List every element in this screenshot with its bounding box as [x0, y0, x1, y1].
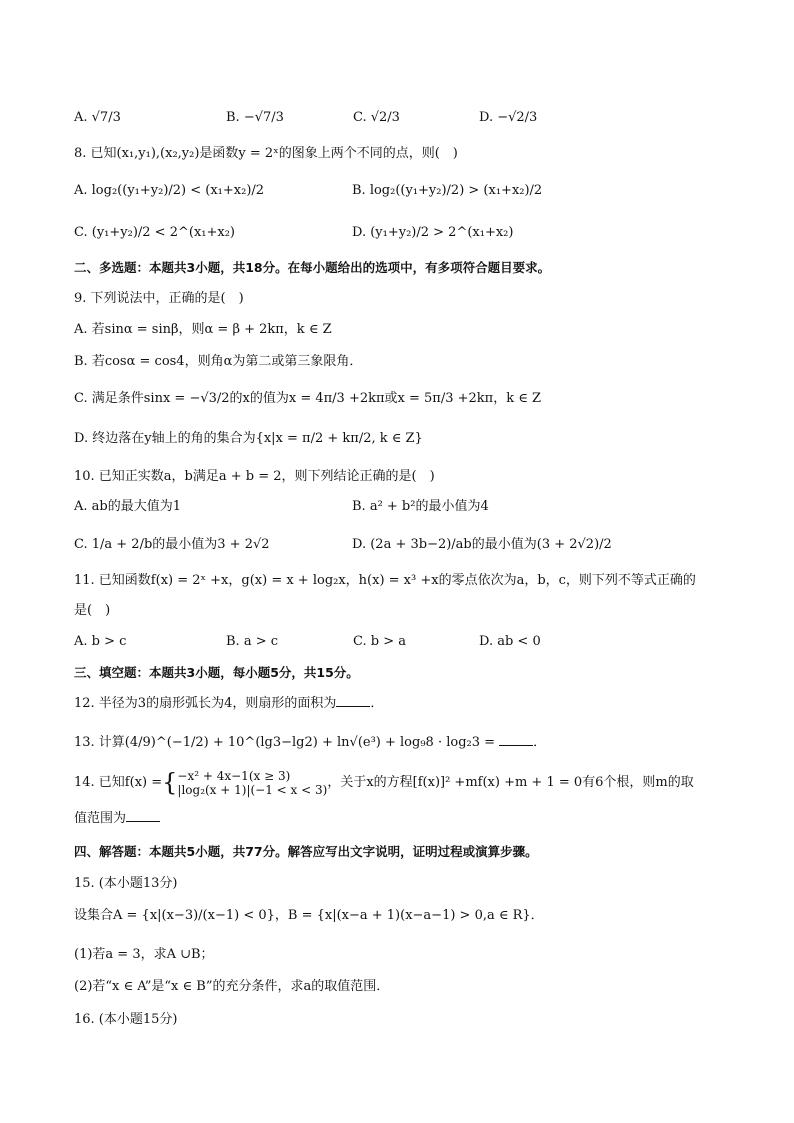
section-heading-solutions: 四、解答题：本题共5小题，共77分。解答应写出文字说明，证明过程或演算步骤。 [74, 844, 538, 859]
q9-stem: 9. 下列说法中，正确的是( ) [74, 291, 244, 306]
q9-option-d: D. 终边落在y轴上的角的集合为{x|x = π/2 + kπ/2, k ∈ Z} [74, 431, 423, 446]
q15-set-definition: 设集合A = {x|(x−3)/(x−1) < 0}，B = {x|(x−a + 1)(x−a−1) > 0,a ∈ R}． [74, 908, 544, 923]
q14-suffix: ，关于x的方程[f(x)]² +mf(x) +m + 1 = 0有6个根，则m的取 [327, 775, 694, 790]
q14-line2 [74, 809, 720, 829]
q15-part-1: (1)若a = 3，求A ∪B； [74, 947, 214, 962]
q16-title: 16. (本小题15分) [74, 1012, 178, 1027]
q9-option-b: B. 若cosα = cos4，则角α为第二或第三象限角． [74, 354, 363, 369]
q13-answer-blank[interactable] [499, 733, 533, 746]
q14-line2-text: 值范围为 [74, 811, 127, 826]
q8-option-c: C. (y₁+y₂)/2 < 2^(x₁+x₂) [74, 225, 235, 240]
q10-option-c: C. 1/a + 2/b的最小值为3 + 2√2 [74, 537, 270, 552]
q9-option-c: C. 满足条件sinx = −√3/2的x的值为x = 4π/3 +2kπ或x = 5π/3 +2kπ，k ∈ Z [74, 391, 542, 406]
q10-option-b: B. a² + b²的最小值为4 [352, 499, 489, 514]
q13: 13. 计算(4/9)^(−1/2) + 10^(lg3−lg2) + ln√(e³) + log₉8 · log₂3 = ． [74, 735, 547, 750]
q10-option-d: D. (2a + 3b−2)/ab的最小值为(3 + 2√2)/2 [352, 537, 612, 552]
q10-stem: 10. 已知正实数a，b满足a + b = 2，则下列结论正确的是( ) [74, 469, 435, 484]
section-heading-multiple-choice: 二、多选题：本题共3小题，共18分。在每小题给出的选项中，有多项符合题目要求。 [74, 260, 551, 275]
q11-stem-cont: 是( ) [74, 603, 111, 618]
q7-option-b: B. −√7/3 [226, 110, 284, 125]
q11-option-b: B. a > c [226, 634, 279, 649]
q11-option-d: D. ab < 0 [479, 634, 541, 649]
q12-answer-blank[interactable] [336, 694, 370, 707]
q12-text: 12. 半径为3的扇形弧长为4，则扇形的面积为 [74, 696, 337, 711]
q14-piece-2: |log₂(x + 1)|(−1 < x < 3) [177, 782, 328, 797]
q14-line1 [74, 768, 720, 798]
q7-option-c: C. √2/3 [353, 110, 400, 125]
q11-option-c: C. b > a [353, 634, 406, 649]
q14-prefix: 14. 已知f(x) = [74, 775, 163, 790]
q14-brace: { [162, 768, 178, 797]
q11-stem: 11. 已知函数f(x) = 2ˣ +x，g(x) = x + log₂x，h(x) = x³ +x的零点依次为a，b，c，则下列不等式正确的 [74, 573, 696, 588]
q7-option-a: A. √7/3 [74, 110, 121, 125]
q11-option-a: A. b > c [74, 634, 127, 649]
q8-option-b: B. log₂((y₁+y₂)/2) > (x₁+x₂)/2 [352, 183, 543, 198]
q14-piece-1: −x² + 4x−1(x ≥ 3) [177, 768, 291, 783]
q12: 12. 半径为3的扇形弧长为4，则扇形的面积为 ． [74, 696, 384, 711]
q15-part-2: (2)若“x ∈ A”是“x ∈ B”的充分条件，求a的取值范围． [74, 979, 390, 994]
q15-title: 15. (本小题13分) [74, 876, 178, 891]
q9-option-a: A. 若sinα = sinβ，则α = β + 2kπ，k ∈ Z [74, 322, 332, 337]
q8-option-a: A. log₂((y₁+y₂)/2) < (x₁+x₂)/2 [74, 183, 265, 198]
q14-answer-blank[interactable] [126, 809, 160, 822]
q8-stem: 8. 已知(x₁,y₁),(x₂,y₂)是函数y = 2ˣ的图象上两个不同的点，则( ) [74, 146, 458, 161]
q7-option-d: D. −√2/3 [479, 110, 538, 125]
section-heading-fill-blank: 三、填空题：本题共3小题，每小题5分，共15分。 [74, 665, 359, 680]
q8-option-d: D. (y₁+y₂)/2 > 2^(x₁+x₂) [352, 225, 514, 240]
q13-text: 13. 计算(4/9)^(−1/2) + 10^(lg3−lg2) + ln√(e³) + log₉8 · log₂3 = [74, 735, 496, 750]
q10-option-a: A. ab的最大值为1 [74, 499, 181, 514]
q14-piecewise [177, 769, 327, 797]
